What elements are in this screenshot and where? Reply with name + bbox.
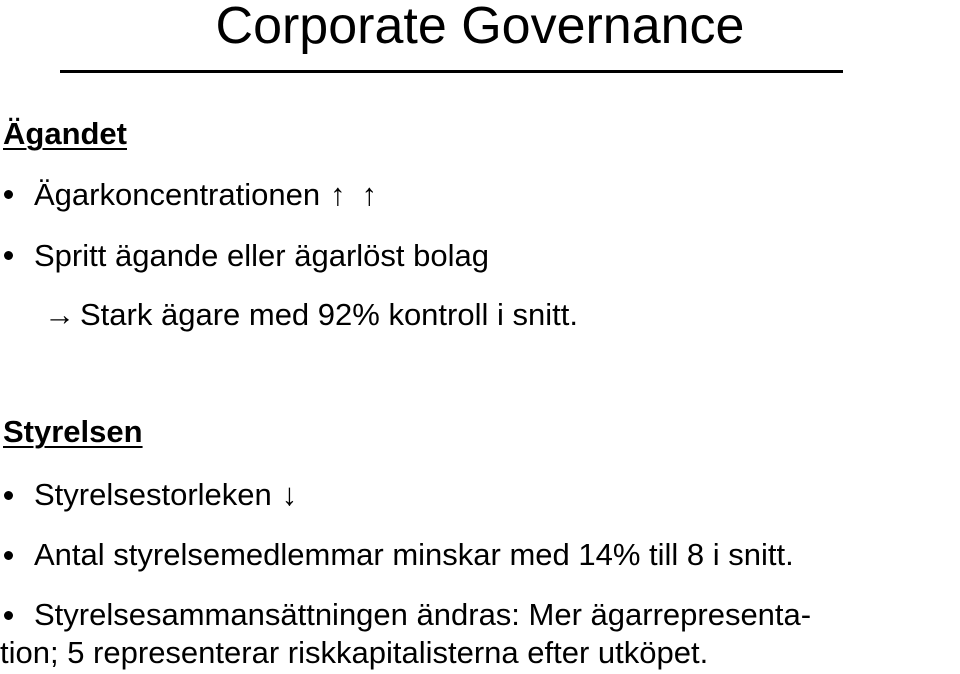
paragraph-line-1: Styrelsesammansättningen ändras: Mer ägarrepresenta- (34, 597, 812, 632)
down-arrow-icon: ↓ (281, 477, 298, 512)
bullet-dot (4, 491, 13, 500)
bullet-dot (4, 190, 13, 199)
slide-title: Corporate Governance (215, 0, 745, 55)
paragraph-line-2: tion; 5 representerar riskkapitalisterna efter utköpet. (0, 635, 709, 670)
bullet-styrelsestorleken (34, 476, 297, 514)
section-heading-agandet: Ägandet (3, 116, 127, 151)
right-arrow-icon: → (44, 297, 75, 332)
up-arrow-icon: ↑ (361, 177, 378, 212)
up-arrow-icon: ↑ (330, 177, 346, 212)
bullet-dot (4, 551, 13, 560)
title-underline (60, 70, 843, 73)
bullet-text: Styrelsestorleken (34, 477, 272, 512)
bullet-dot (4, 251, 13, 260)
section-heading-styrelsen: Styrelsen (3, 414, 143, 449)
bullet-spritt-agande: Spritt ägande eller ägarlöst bolag (34, 238, 489, 273)
arrow-line-stark-agare: Stark ägare med 92% kontroll i snitt. (80, 297, 578, 332)
bullet-text: Ägarkoncentrationen (34, 177, 321, 212)
bullet-antal-styrelsemedlemmar: Antal styrelsemedlemmar minskar med 14% till 8 i snitt. (34, 537, 794, 572)
bullet-styrelsesammansattning (0, 596, 958, 672)
bullet-agarkoncentration (34, 176, 377, 214)
